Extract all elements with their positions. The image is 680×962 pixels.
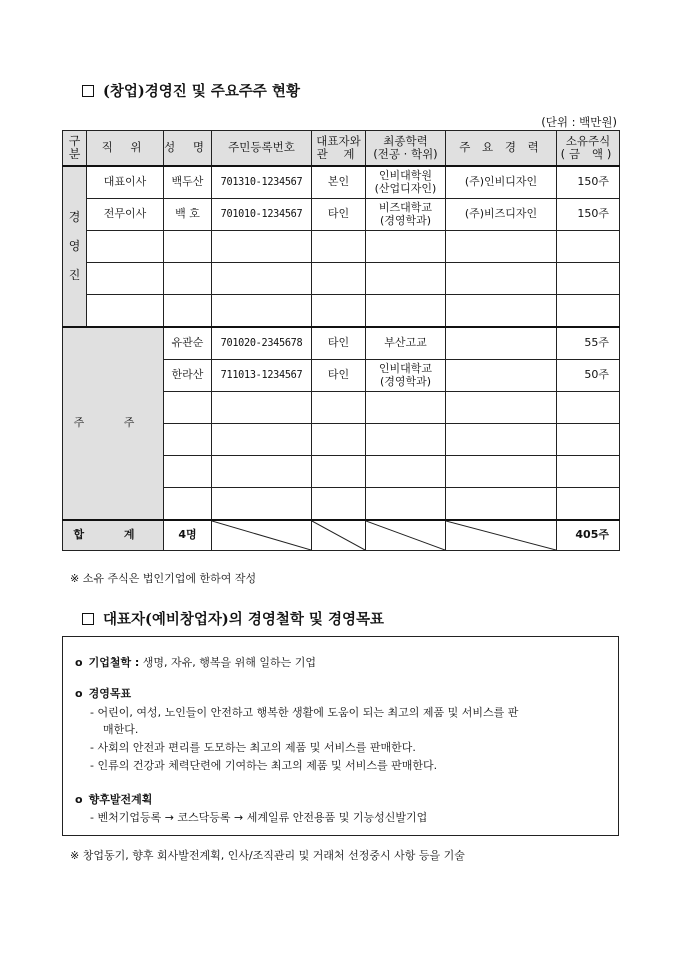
cell-career xyxy=(446,327,557,360)
cell-career: (주)인비디자인 xyxy=(446,166,557,199)
table-row-empty xyxy=(63,295,620,328)
goal-item: 매한다. xyxy=(103,723,139,736)
header-name: 성 명 xyxy=(164,131,212,167)
section2-title: 대표자(예비창업자)의 경영철학 및 경영목표 xyxy=(82,608,384,629)
diagonal-cell xyxy=(212,520,312,551)
cell-shares: 150주 xyxy=(557,166,620,199)
unit-label: (단위 : 백만원) xyxy=(541,115,617,129)
cell-id: 701310-1234567 xyxy=(212,166,312,199)
plan-heading: o 향후발전계획 xyxy=(75,793,153,806)
header-relation: 대표자와 관 계 xyxy=(312,131,366,167)
cell-career: (주)비즈디자인 xyxy=(446,199,557,231)
header-career: 주 요 경 력 xyxy=(446,131,557,167)
table-row-empty xyxy=(63,231,620,263)
goal-item: - 인류의 건강과 체력단련에 기여하는 최고의 제품 및 서비스를 판매한다. xyxy=(90,759,438,772)
cell-position: 전무이사 xyxy=(87,199,164,231)
cell-shares: 150주 xyxy=(557,199,620,231)
table-row xyxy=(63,199,620,231)
management-table xyxy=(62,130,620,551)
goals-heading: o 경영목표 xyxy=(75,687,132,700)
table-header-row xyxy=(63,131,620,167)
bullet-icon: o xyxy=(75,793,83,806)
diagonal-cell xyxy=(312,520,366,551)
philosophy-line: o 기업철학 : 생명, 자유, 행복을 위해 일하는 기업 xyxy=(75,656,317,669)
checkbox-square-icon xyxy=(82,85,94,97)
total-count: 4명 xyxy=(164,520,212,551)
total-row xyxy=(63,520,620,551)
total-label: 합 계 xyxy=(63,520,164,551)
cell-education: 인비대학원 (산업디자인) xyxy=(366,166,446,199)
cell-relation: 타인 xyxy=(312,199,366,231)
goal-item: - 사회의 안전과 편리를 도모하는 최고의 제품 및 서비스를 판매한다. xyxy=(90,741,416,754)
cell-id: 711013-1234567 xyxy=(212,360,312,392)
header-position: 직 위 xyxy=(87,131,164,167)
cell-id: 701010-1234567 xyxy=(212,199,312,231)
note-description: ※ 창업동기, 향후 회사발전계획, 인사/조직관리 및 거래처 선정중시 사항 등을 기술 xyxy=(70,849,465,862)
table-row-empty xyxy=(63,263,620,295)
cell-relation: 타인 xyxy=(312,360,366,392)
cell-shares: 55주 xyxy=(557,327,620,360)
cell-name: 백 호 xyxy=(164,199,212,231)
management-label: 경 영 진 xyxy=(63,166,87,327)
table-row xyxy=(63,327,620,360)
plan-item: - 벤처기업등록 → 코스닥등록 → 세계일류 안전용품 및 기능성신발기업 xyxy=(90,811,428,824)
header-shares: 소유주식 (금 액) xyxy=(557,131,620,167)
diagonal-cell xyxy=(446,520,557,551)
total-shares: 405주 xyxy=(557,520,620,551)
checkbox-square-icon xyxy=(82,613,94,625)
header-category: 구분 xyxy=(63,131,87,167)
bullet-icon: o xyxy=(75,656,83,669)
section1-title: (창업)경영진 및 주요주주 현황 xyxy=(82,80,300,101)
shareholder-label: 주 주 xyxy=(63,327,164,520)
cell-career xyxy=(446,360,557,392)
header-id-number: 주민등록번호 xyxy=(212,131,312,167)
cell-relation: 타인 xyxy=(312,327,366,360)
note-shares: ※ 소유 주식은 법인기업에 한하여 작성 xyxy=(70,572,257,585)
cell-position: 대표이사 xyxy=(87,166,164,199)
cell-id: 701020-2345678 xyxy=(212,327,312,360)
table-row xyxy=(63,166,620,199)
diagonal-cell xyxy=(366,520,446,551)
bullet-icon: o xyxy=(75,687,83,700)
cell-name: 한라산 xyxy=(164,360,212,392)
goal-item: - 어린이, 여성, 노인들이 안전하고 행복한 생활에 도움이 되는 최고의 제품 및 서비스를 판 xyxy=(90,706,519,719)
cell-education: 인비대학교 (경영학과) xyxy=(366,360,446,392)
cell-shares: 50주 xyxy=(557,360,620,392)
cell-education: 부산고교 xyxy=(366,327,446,360)
cell-name: 유관순 xyxy=(164,327,212,360)
philosophy-box xyxy=(62,636,619,836)
cell-name: 백두산 xyxy=(164,166,212,199)
cell-education: 비즈대학교 (경영학과) xyxy=(366,199,446,231)
cell-relation: 본인 xyxy=(312,166,366,199)
header-education: 최종학력 (전공 · 학위) xyxy=(366,131,446,167)
